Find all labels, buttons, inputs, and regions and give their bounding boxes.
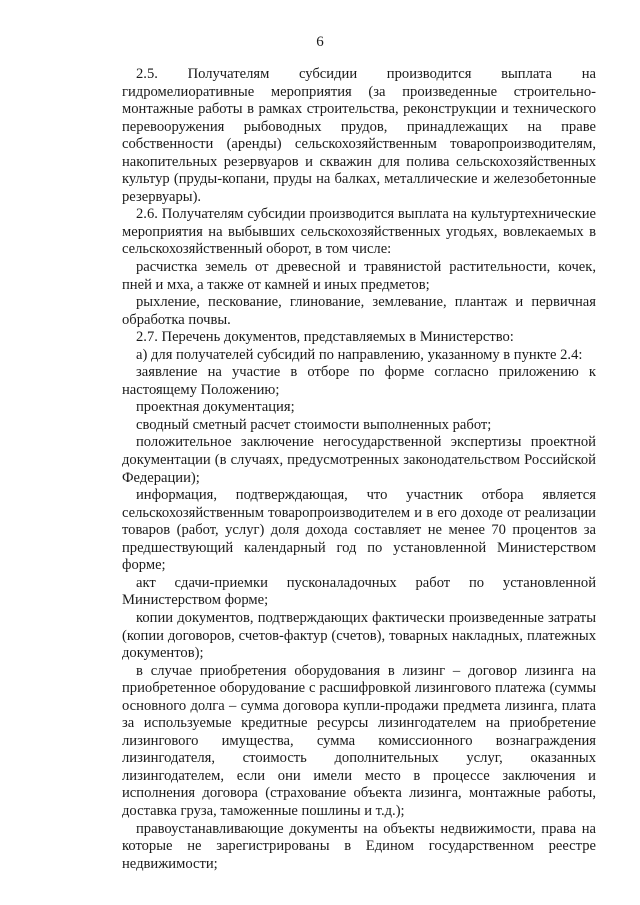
paragraph-soil-treatment: рыхление, пескование, глинование, землевание, плантаж и первичная обработка почвы. <box>122 294 596 328</box>
paragraph-income-info: информация, подтверждающая, что участник отбора является сельскохозяйственным товаропроизводителем и в его доходе от реализации товаров (работ, услуг) доля дохода составляет не менее 70 процентов за предшествующий календарный год по установленной Министерством форме; <box>122 487 596 574</box>
paragraph-2-6: 2.6. Получателям субсидии производится выплата на культуртехнические мероприятия на выбывших сельскохозяйственных угодьях, вовлекаемых в сельскохозяйственный оборот, в том числе: <box>122 206 596 258</box>
paragraph-cost-documents: копии документов, подтверждающих фактически произведенные затраты (копии договоров, счетов-фактур (счетов), товарных накладных, платежных документов); <box>122 609 596 662</box>
page-number: 6 <box>316 34 324 50</box>
paragraph-2-7: 2.7. Перечень документов, представляемых в Министерство: <box>136 329 514 346</box>
paragraph-expert-review: положительное заключение негосударственной экспертизы проектной документации (в случаях, предусмотренных законодательством Российской Федерации); <box>122 434 596 486</box>
document-body <box>122 66 596 873</box>
paragraph-project-docs: проектная документация; <box>136 399 295 416</box>
paragraph-leasing: в случае приобретения оборудования в лизинг – договор лизинга на приобретенное оборудование с расшифровкой лизингового платежа (суммы основного долга – сумма договора купли-продажи предмета лизинга, плата за используемые кредитные ресурсы лизингодателем на приобретение лизингового имущества, сумма комиссионного вознаграждения лизингодателя, стоимость дополнительных услуг, оказанных лизингодателем, если они имели место в процессе заключения и исполнения договора (страхование объекта лизинга, монтажные работы, доставка груза, таможенные пошлины и т.д.); <box>122 662 596 819</box>
paragraph-application: заявление на участие в отборе по форме согласно приложению к настоящему Положению; <box>122 364 596 398</box>
paragraph-item-a: а) для получателей субсидий по направлению, указанному в пункте 2.4: <box>136 346 583 363</box>
paragraph-title-documents: правоустанавливающие документы на объекты недвижимости, права на которые не зарегистрированы в Едином государственном реестре недвижимости; <box>122 820 596 872</box>
paragraph-cost-estimate: сводный сметный расчет стоимости выполненных работ; <box>136 416 492 433</box>
paragraph-acceptance-act: акт сдачи-приемки пусконаладочных работ по установленной Министерством форме; <box>122 574 596 609</box>
paragraph-land-clearing: расчистка земель от древесной и травянистой растительности, кочек, пней и мха, а также от камней и иных предметов; <box>122 259 596 293</box>
paragraph-2-5: 2.5. Получателям субсидии производится выплата на гидромелиоративные мероприятия (за произведенные строительно-монтажные работы в рамках строительства, реконструкции и технического перевооружения рыбоводных прудов, принадлежащих на праве собственности (аренды) сельскохозяйственным товаропроизводителям, накопительных резервуаров и скважин для полива сельскохозяйственных культур (пруды-копани, пруды на балках, металлические и железобетонные резервуары). <box>122 66 596 205</box>
